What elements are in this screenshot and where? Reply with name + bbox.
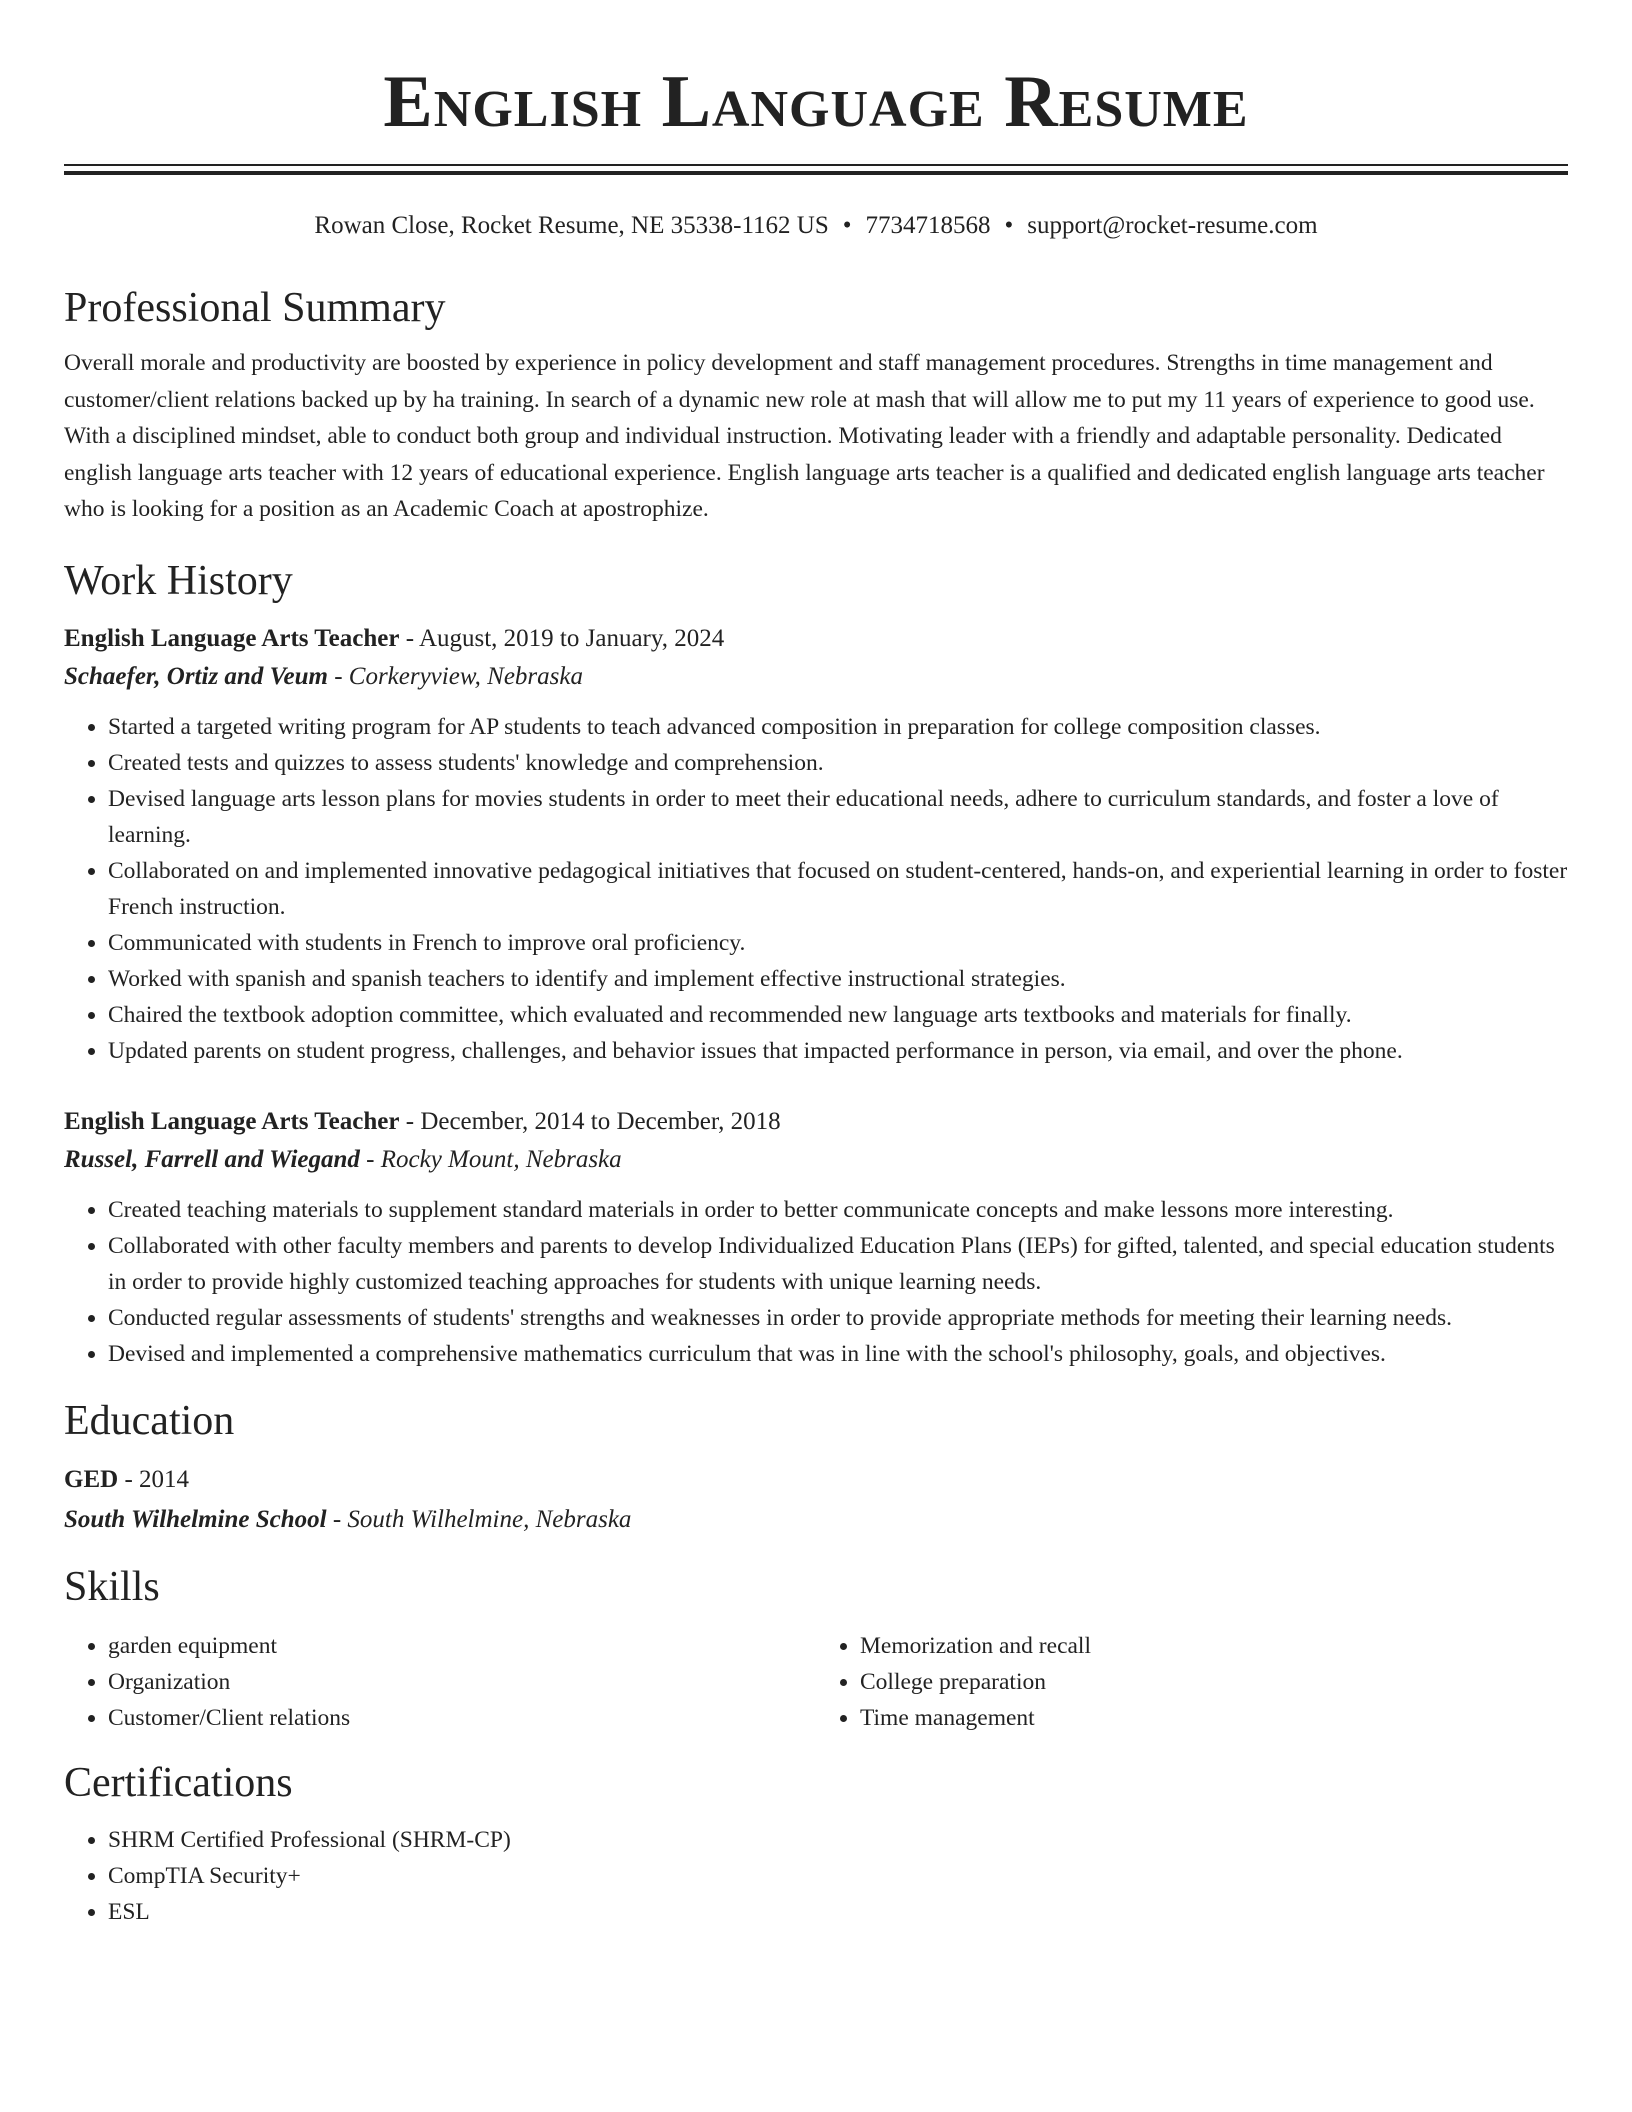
skills-grid [64, 1628, 1568, 1736]
certification-item: • CompTIA Security+ [108, 1858, 1568, 1894]
job-bullet: • Devised and implemented a comprehensive mathematics curriculum that was in line with the school's philosophy, goals, and objectives. [108, 1336, 1568, 1372]
job-dates: August, 2019 to January, 2024 [418, 624, 725, 652]
job-bullet-list [64, 709, 1568, 1069]
skills-list [816, 1628, 1568, 1736]
work-history-section [64, 556, 1568, 1372]
certification-item: • ESL [108, 1894, 1568, 1930]
job-title-line [64, 1103, 1568, 1141]
degree-name: GED [64, 1465, 119, 1493]
contact-email: support@rocket-resume.com [1027, 212, 1318, 239]
job-bullet: • Collaborated with other faculty members and parents to develop Individualized Education Plans (IEPs) for gifted, talented, and special education students in order to provide highly customized teaching approaches for students with unique learning needs. [108, 1228, 1568, 1300]
dash-separator: - [118, 1465, 140, 1493]
job-dates: December, 2014 to December, 2018 [420, 1107, 781, 1135]
education-section [64, 1396, 1568, 1540]
job-bullet: • Created teaching materials to supplement standard materials in order to better communicate concepts and make lessons more interesting. [108, 1192, 1568, 1228]
dash-separator: - [326, 1505, 348, 1533]
skill-item: • Organization [108, 1664, 816, 1700]
job-entry [64, 1103, 1568, 1372]
job-bullet: • Devised language arts lesson plans for movies students in order to meet their educational needs, adhere to curriculum standards, and foster a love of learning. [108, 781, 1568, 853]
skill-item: • Time management [860, 1700, 1568, 1736]
job-bullet: • Conducted regular assessments of students' strengths and weaknesses in order to provide appropriate methods for meeting their learning needs. [108, 1300, 1568, 1336]
certifications-list [64, 1822, 1568, 1930]
school-name: South Wilhelmine School [64, 1505, 327, 1533]
job-bullet: • Worked with spanish and spanish teachers to identify and implement effective instructional strategies. [108, 961, 1568, 997]
degree-year: 2014 [139, 1465, 190, 1493]
education-heading: Education [64, 1397, 235, 1444]
summary-text: Overall morale and productivity are boosted by experience in policy development and staff management procedures. Strengths in time management and customer/client relations backed up by ha training. In search of a dynamic new role at mash that will allow me to put my 11 years of experience to good use. With a disciplined mindset, able to conduct both group and individual instruction. Motivating leader with a friendly and adaptable personality. Dedicated english language arts teacher with 12 years of educational experience. English language arts teacher is a qualified and dedicated english language arts teacher who is looking for a position as an Academic Coach at apostrophize. [64, 350, 1545, 522]
job-bullet: • Chaired the textbook adoption committee, which evaluated and recommended new language arts textbooks and materials for finally. [108, 997, 1568, 1033]
skills-section [64, 1562, 1568, 1736]
contact-address: Rowan Close, Rocket Resume, NE 35338-1162 US [314, 212, 829, 239]
resume-title: English Language Resume [383, 61, 1249, 143]
skills-heading: Skills [64, 1563, 160, 1610]
contact-separator: • [1004, 212, 1014, 239]
job-bullet: • Communicated with students in French to improve oral proficiency. [108, 925, 1568, 961]
dash-separator: - [327, 662, 349, 690]
employer-location: Rocky Mount, Nebraska [380, 1145, 622, 1173]
job-bullet: • Collaborated on and implemented innovative pedagogical initiatives that focused on student-centered, hands-on, and experiential learning in order to foster French instruction. [108, 853, 1568, 925]
employer-name: Schaefer, Ortiz and Veum [64, 662, 328, 690]
divider-thick-line [64, 171, 1568, 175]
skills-column-left [64, 1628, 816, 1736]
job-bullet: • Started a targeted writing program for AP students to teach advanced composition in preparation for college composition classes. [108, 709, 1568, 745]
job-title-line [64, 620, 1568, 658]
dash-separator: - [399, 1107, 421, 1135]
skill-item: • Customer/Client relations [108, 1700, 816, 1736]
certifications-section [64, 1758, 1568, 1930]
degree-line [64, 1460, 1568, 1500]
skill-item: • garden equipment [108, 1628, 816, 1664]
job-bullet: • Updated parents on student progress, challenges, and behavior issues that impacted performance in person, via email, and over the phone. [108, 1033, 1568, 1069]
contact-phone: 7734718568 [865, 212, 991, 239]
divider-thin-line [64, 164, 1568, 166]
contact-line [64, 209, 1568, 243]
certifications-heading: Certifications [64, 1759, 293, 1806]
education-entry [64, 1460, 1568, 1540]
employer-line [64, 658, 1568, 696]
skills-list [64, 1628, 816, 1736]
skill-item: • Memorization and recall [860, 1628, 1568, 1664]
dash-separator: - [399, 624, 419, 652]
dash-separator: - [359, 1145, 381, 1173]
summary-heading: Professional Summary [64, 285, 446, 331]
contact-separator: • [842, 212, 852, 239]
job-entry [64, 620, 1568, 1069]
certification-item: • SHRM Certified Professional (SHRM-CP) [108, 1822, 1568, 1858]
school-line [64, 1500, 1568, 1540]
title-divider [64, 164, 1568, 175]
employer-location: Corkeryview, Nebraska [348, 662, 583, 690]
job-bullet-list [64, 1192, 1568, 1372]
school-location: South Wilhelmine, Nebraska [347, 1505, 632, 1533]
skill-item: • College preparation [860, 1664, 1568, 1700]
employer-line [64, 1141, 1568, 1179]
work-history-heading: Work History [64, 557, 293, 604]
job-title: English Language Arts Teacher [64, 624, 400, 652]
summary-section [64, 283, 1568, 528]
job-title: English Language Arts Teacher [64, 1107, 400, 1135]
employer-name: Russel, Farrell and Wiegand [64, 1145, 360, 1173]
skills-column-right [816, 1628, 1568, 1736]
job-bullet: • Created tests and quizzes to assess students' knowledge and comprehension. [108, 745, 1568, 781]
